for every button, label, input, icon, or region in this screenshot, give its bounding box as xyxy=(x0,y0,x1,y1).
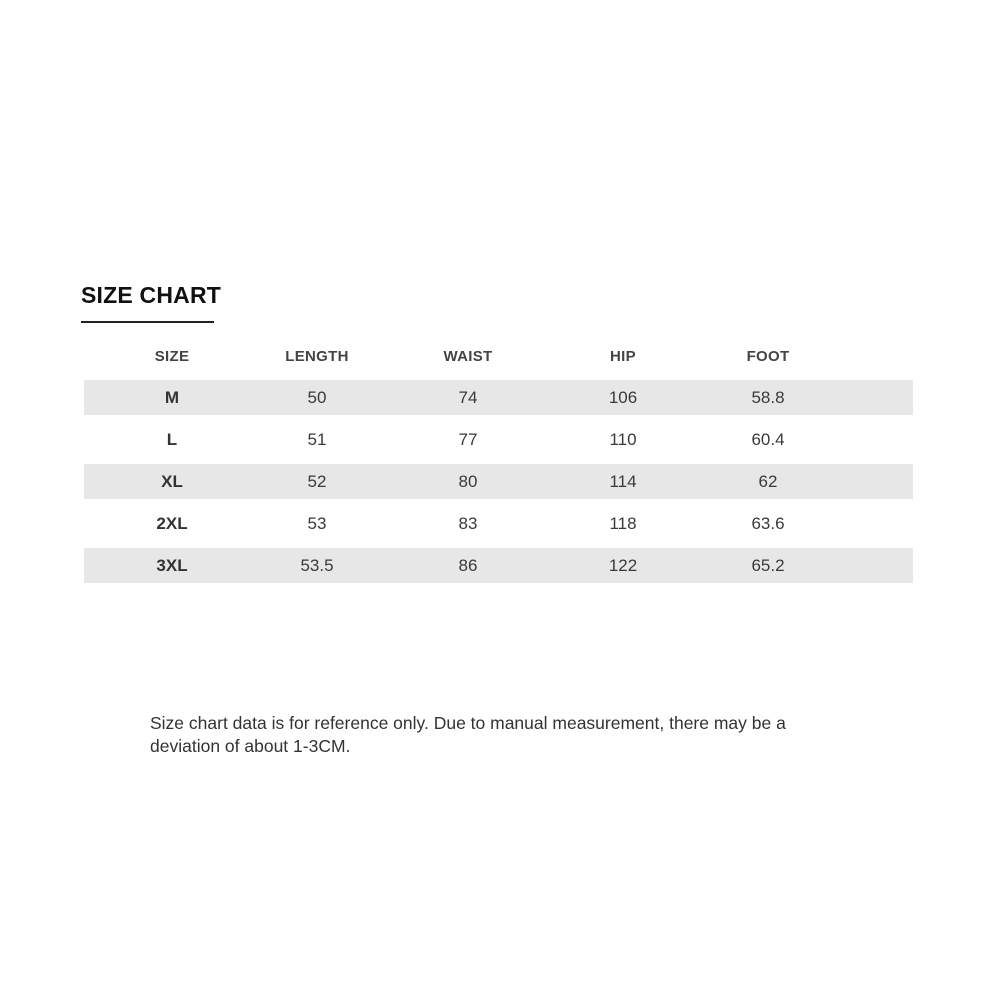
title-underline xyxy=(81,321,214,323)
hip-cell: 118 xyxy=(609,513,637,533)
foot-cell: 60.4 xyxy=(751,429,785,449)
hip-cell: 106 xyxy=(608,387,638,407)
waist-cell: 74 xyxy=(458,387,478,407)
hip-cell: 114 xyxy=(609,471,637,491)
waist-cell: 86 xyxy=(458,555,478,575)
header-length: LENGTH xyxy=(285,347,349,365)
table-header-row xyxy=(84,336,913,376)
hip-cell: 110 xyxy=(609,429,637,449)
size-table xyxy=(84,336,913,583)
foot-cell: 58.8 xyxy=(751,387,785,407)
length-cell: 53.5 xyxy=(300,555,334,575)
foot-cell: 65.2 xyxy=(751,555,785,575)
measurement-note: Size chart data is for reference only. Due to manual measurement, there may be a deviation of about 1-3CM. xyxy=(150,713,786,756)
foot-cell: 63.6 xyxy=(751,513,785,533)
size-cell: 2XL xyxy=(156,513,188,533)
waist-cell: 77 xyxy=(458,429,478,449)
length-cell: 51 xyxy=(307,429,327,449)
foot-cell: 62 xyxy=(758,471,778,491)
size-cell: 3XL xyxy=(156,555,188,575)
waist-cell: 83 xyxy=(458,513,478,533)
size-cell: M xyxy=(164,387,180,407)
header-size: SIZE xyxy=(154,347,190,365)
table-row xyxy=(84,464,913,499)
table-row xyxy=(84,380,913,415)
length-cell: 50 xyxy=(307,387,327,407)
page-title: SIZE CHART xyxy=(81,282,221,308)
hip-cell: 122 xyxy=(608,555,638,575)
table-row xyxy=(84,548,913,583)
table-row xyxy=(84,422,913,457)
header-foot: FOOT xyxy=(746,347,790,365)
waist-cell: 80 xyxy=(458,471,478,491)
length-cell: 52 xyxy=(307,471,327,491)
size-cell: L xyxy=(166,429,178,449)
table-row xyxy=(84,506,913,541)
header-waist: WAIST xyxy=(443,347,493,365)
length-cell: 53 xyxy=(307,513,327,533)
size-cell: XL xyxy=(161,471,183,491)
header-hip: HIP xyxy=(610,347,636,365)
